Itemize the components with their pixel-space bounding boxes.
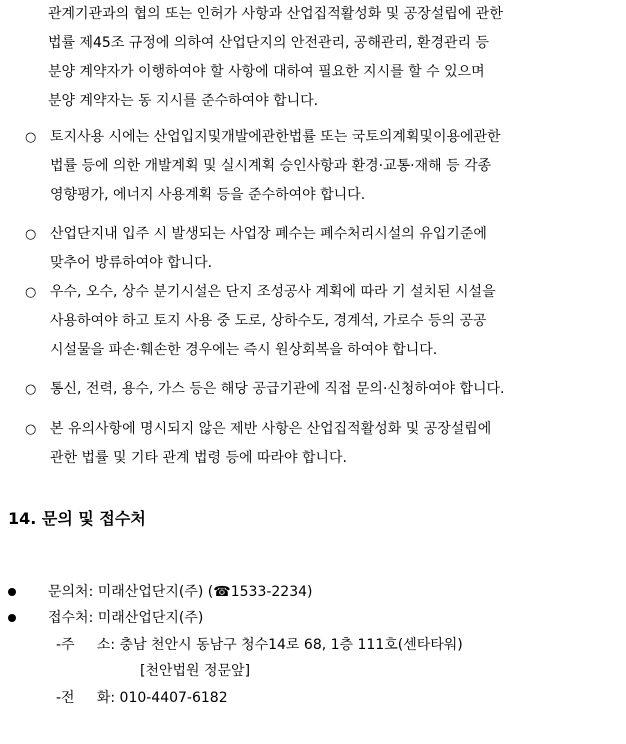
phone-icon: ☎ xyxy=(213,584,231,600)
phone-number[interactable]: 1533-2234 xyxy=(230,584,308,600)
bullet-line: 본 유의사항에 명시되지 않은 제반 사항은 산업집적활성화 및 공장설립에 xyxy=(50,421,492,437)
intro-line: 분양 계약자는 동 지시를 준수하여야 합니다. xyxy=(48,93,319,109)
bullet-marker: ○ xyxy=(25,130,37,145)
bullet-marker: ○ xyxy=(25,422,37,437)
bullet-line: 통신, 전력, 용수, 가스 등은 해당 공급기관에 직접 문의·신청하여야 합니다. xyxy=(50,381,505,397)
address-note: [천안법원 정문앞] xyxy=(140,663,251,679)
phone-close-paren: ) xyxy=(307,584,313,600)
section-heading: 14. 문의 및 접수처 xyxy=(8,509,146,528)
bullet-line: 시설물을 파손·훼손한 경우에는 즉시 원상회복을 하여야 합니다. xyxy=(50,342,438,358)
bullet-marker: ○ xyxy=(25,227,37,242)
bullet-line: 관한 법률 및 기타 관계 법령 등에 따라야 합니다. xyxy=(50,450,348,466)
intro-line: 법률 제45조 규정에 의하여 산업단지의 안전관리, 공해관리, 환경관리 등 xyxy=(48,35,489,51)
inquiry-value: 미래산업단지(주) xyxy=(97,584,204,600)
bullet-dot xyxy=(8,614,16,622)
reception-line xyxy=(48,609,203,627)
bullet-marker: ○ xyxy=(25,382,37,397)
bullet-line: 산업단지내 입주 시 발생되는 사업장 폐수는 폐수처리시설의 유입기준에 xyxy=(50,226,487,242)
bullet-line: 맞추어 방류하여야 합니다. xyxy=(50,255,213,271)
address-value: 충남 천안시 동남구 청수14로 68, 1층 111호(센타타워) xyxy=(119,637,463,653)
address-label: -주 소: xyxy=(56,637,116,653)
bullet-line: 사용하여야 하고 토지 사용 중 도로, 상하수도, 경계석, 가로수 등의 공공 xyxy=(50,313,487,329)
tel-line xyxy=(56,689,228,707)
reception-value: 미래산업단지(주) xyxy=(97,610,204,626)
reception-label: 접수처: xyxy=(48,610,94,626)
bullet-line: 영향평가, 에너지 사용계획 등을 준수하여야 합니다. xyxy=(50,187,366,203)
inquiry-line xyxy=(48,583,313,601)
address-line xyxy=(56,636,463,654)
tel-label: -전 화: xyxy=(56,690,116,706)
phone-open-paren: ( xyxy=(207,584,214,600)
tel-value[interactable]: 010-4407-6182 xyxy=(119,690,228,706)
bullet-marker: ○ xyxy=(25,285,37,300)
intro-line: 분양 계약자가 이행하여야 할 사항에 대하여 필요한 지시를 할 수 있으며 xyxy=(48,64,485,80)
bullet-line: 우수, 오수, 상수 분기시설은 단지 조성공사 계획에 따라 기 설치된 시설을 xyxy=(50,284,496,300)
intro-line: 관계기관과의 협의 또는 인허가 사항과 산업집적활성화 및 공장설립에 관한 xyxy=(48,6,503,22)
inquiry-label: 문의처: xyxy=(48,584,94,600)
bullet-dot xyxy=(8,588,16,596)
bullet-line: 법률 등에 의한 개발계획 및 실시계획 승인사항과 환경·교통·재해 등 각종 xyxy=(50,158,492,174)
bullet-line: 토지사용 시에는 산업입지및개발에관한법률 또는 국토의계획및이용에관한 xyxy=(50,129,501,145)
